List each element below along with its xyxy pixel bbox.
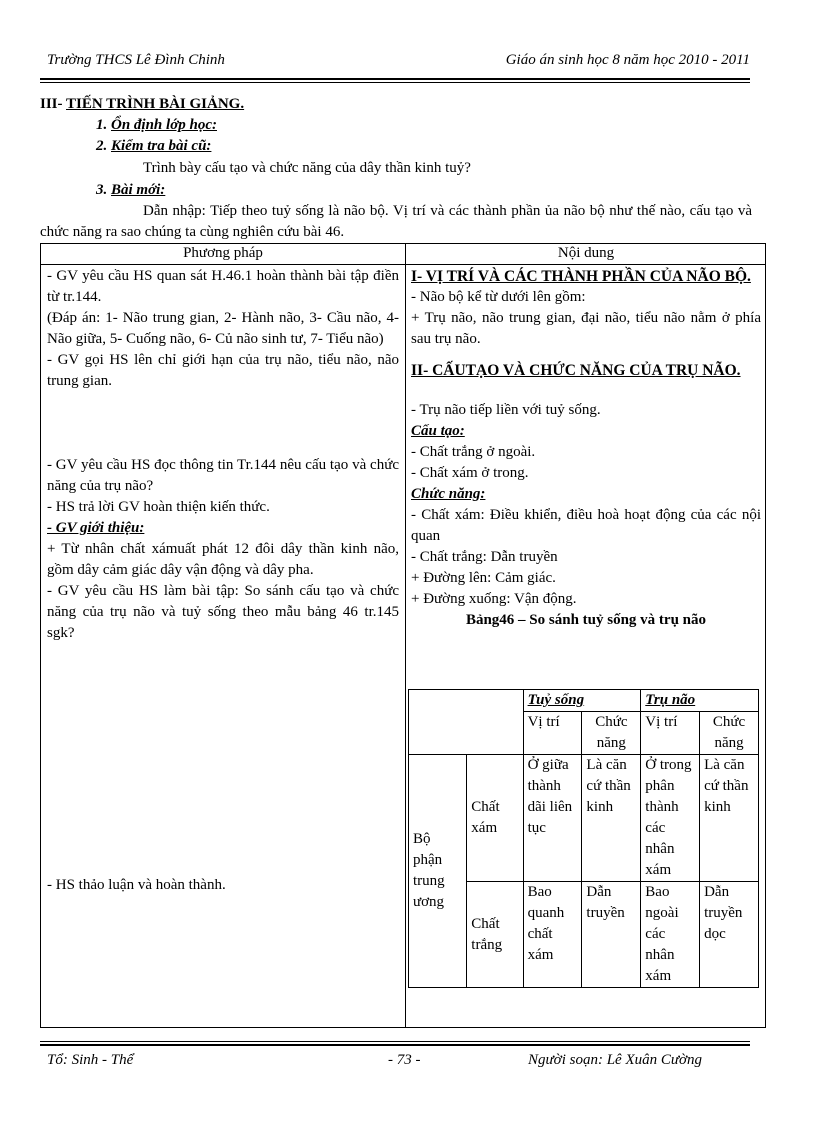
content-r7: - Chất trắng: Dẫn truyền	[411, 549, 558, 565]
method-p7: + Từ nhân chất xámuất phát 12 đôi dây thần kinh não, gồm dây cảm giác dây vận động và dây pha.	[47, 541, 399, 578]
cmp-trang-ts-vitri: Bao quanh chất xám	[523, 882, 582, 988]
content-section-2: II- CẤUTẠO VÀ CHỨC NĂNG CỦA TRỤ NÃO.	[411, 362, 741, 379]
cmp-header-row-1	[409, 690, 759, 712]
cmp-trang-ts-chucnang: Dẫn truyền	[582, 882, 641, 988]
cmp-tru-nao-header: Trụ não	[641, 690, 759, 712]
item-1-title: Ổn định lớp học:	[111, 117, 217, 133]
section-3-heading	[40, 94, 758, 115]
cmp-xam-ts-chucnang: Là căn cứ thần kinh	[582, 755, 641, 882]
footer-group: Tổ: Sinh - Thể	[47, 1052, 134, 1068]
item-1-heading	[96, 115, 696, 136]
content-cau-tao: Cấu tạo:	[411, 423, 465, 439]
cmp-bo-phan-trung-uong: Bộ phận trung ương	[409, 755, 467, 988]
footer-page-number: - 73 -	[388, 1052, 421, 1068]
content-chuc-nang: Chức năng:	[411, 486, 486, 502]
content-r9: + Đường xuống: Vận động.	[411, 591, 577, 607]
table-46-caption: Bảng46 – So sánh tuỷ sống và trụ não	[465, 612, 707, 628]
lead-in-paragraph	[40, 201, 752, 243]
cmp-ts-chuc-nang: Chức năng	[582, 712, 641, 755]
table-header-row	[41, 244, 765, 265]
cmp-corner-cell	[409, 690, 524, 755]
footer-rule-thin	[40, 1041, 750, 1042]
header-content: Nội dung	[557, 245, 615, 261]
method-p3: - GV gọi HS lên chỉ giới hạn của trụ não, tiểu não, não trung gian.	[47, 352, 399, 389]
cmp-chat-trang: Chất trắng	[467, 882, 523, 988]
method-p8: - GV yêu cầu HS làm bài tập: So sánh cấu tạo và chức năng của trụ não và tuỷ sống theo mẫu bảng 46 tr.145 sgk?	[47, 583, 399, 641]
method-p1: - GV yêu cầu HS quan sát H.46.1 hoàn thành bài tập điền từ tr.144.	[47, 268, 399, 305]
method-p9: - HS thảo luận và hoàn thành.	[47, 877, 226, 893]
header-subject: Giáo án sinh học 8 năm học 2010 - 2011	[505, 52, 750, 68]
method-p6: - GV giới thiệu:	[47, 520, 145, 536]
cmp-row-chat-xam	[409, 755, 759, 882]
content-r2: + Trụ não, não trung gian, đại não, tiểu não nằm ở phía sau trụ não.	[411, 310, 761, 347]
method-p2: (Đáp án: 1- Não trung gian, 2- Hành não, 3- Cầu não, 4- Não giữa, 5- Cuống não, 6- Củ não sinh tư, 7- Tiểu não)	[47, 310, 399, 347]
comparison-table	[408, 689, 759, 988]
content-r4: - Chất trắng ở ngoài.	[411, 444, 536, 460]
section-3-title: TIẾN TRÌNH BÀI GIẢNG.	[66, 96, 245, 112]
content-column	[411, 266, 761, 631]
content-r8: + Đường lên: Cảm giác.	[411, 570, 556, 586]
cmp-tuy-song-header: Tuỷ sống	[523, 690, 641, 712]
cmp-xam-ts-vitri: Ở giữa thành dãi liên tục	[523, 755, 582, 882]
content-section-1: I- VỊ TRÍ VÀ CÁC THÀNH PHẦN CỦA NÃO BỘ.	[411, 268, 751, 285]
header-rule-thin	[40, 82, 750, 83]
method-p5: - HS trả lời GV hoàn thiện kiến thức.	[47, 499, 270, 515]
lead-in-text: Dẫn nhập: Tiếp theo tuỷ sống là não bộ. Vị trí và các thành phần ủa não bộ như thế nào, cấu tạo và chức năng ra sao chúng ta cùng nghiên cứu bài 46.	[40, 203, 752, 240]
cmp-ts-vi-tri: Vị trí	[523, 712, 582, 755]
cmp-tn-chuc-nang: Chức năng	[700, 712, 759, 755]
content-spacer-2	[411, 381, 761, 400]
method-spacer	[47, 392, 399, 455]
cmp-trang-tn-vitri: Bao ngoài các nhân xám	[641, 882, 700, 988]
item-3-heading	[96, 180, 696, 201]
method-spacer-2	[47, 644, 399, 875]
method-column	[47, 266, 399, 896]
cmp-tn-vi-tri: Vị trí	[641, 712, 700, 755]
cmp-chat-xam: Chất xám	[467, 755, 523, 882]
content-spacer	[411, 350, 761, 360]
item-2-title: Kiểm tra bài cũ:	[111, 138, 212, 154]
column-divider	[405, 244, 406, 1027]
header-rule-thick	[40, 78, 750, 80]
header-school: Trường THCS Lê Đình Chinh	[47, 52, 225, 68]
item-3-num: 3.	[96, 182, 111, 198]
review-question: Trình bày cấu tạo và chức năng của dây thần kinh tuỷ?	[143, 160, 471, 176]
content-r6: - Chất xám: Điều khiển, điều hoà hoạt động của các nội quan	[411, 507, 761, 544]
method-p4: - GV yêu cầu HS đọc thông tin Tr.144 nêu cấu tạo và chức năng của trụ não?	[47, 457, 399, 494]
item-2-num: 2.	[96, 138, 111, 154]
item-3-title: Bài mới:	[111, 182, 166, 198]
item-1-num: 1.	[96, 117, 111, 133]
cmp-xam-tn-vitri: Ở trong phân thành các nhân xám	[641, 755, 700, 882]
section-3-prefix: III-	[40, 96, 66, 112]
footer-rule-thick	[40, 1044, 750, 1046]
footer-author: Người soạn: Lê Xuân Cường	[528, 1052, 703, 1068]
content-r1: - Não bộ kể từ dưới lên gồm:	[411, 289, 586, 305]
header-method: Phương pháp	[183, 245, 263, 261]
cmp-xam-tn-chucnang: Là căn cứ thần kinh	[700, 755, 759, 882]
cmp-trang-tn-chucnang: Dẫn truyền dọc	[700, 882, 759, 988]
item-2-heading	[96, 136, 696, 157]
content-r5: - Chất xám ở trong.	[411, 465, 529, 481]
content-r3: - Trụ não tiếp liền với tuỷ sống.	[411, 402, 601, 418]
